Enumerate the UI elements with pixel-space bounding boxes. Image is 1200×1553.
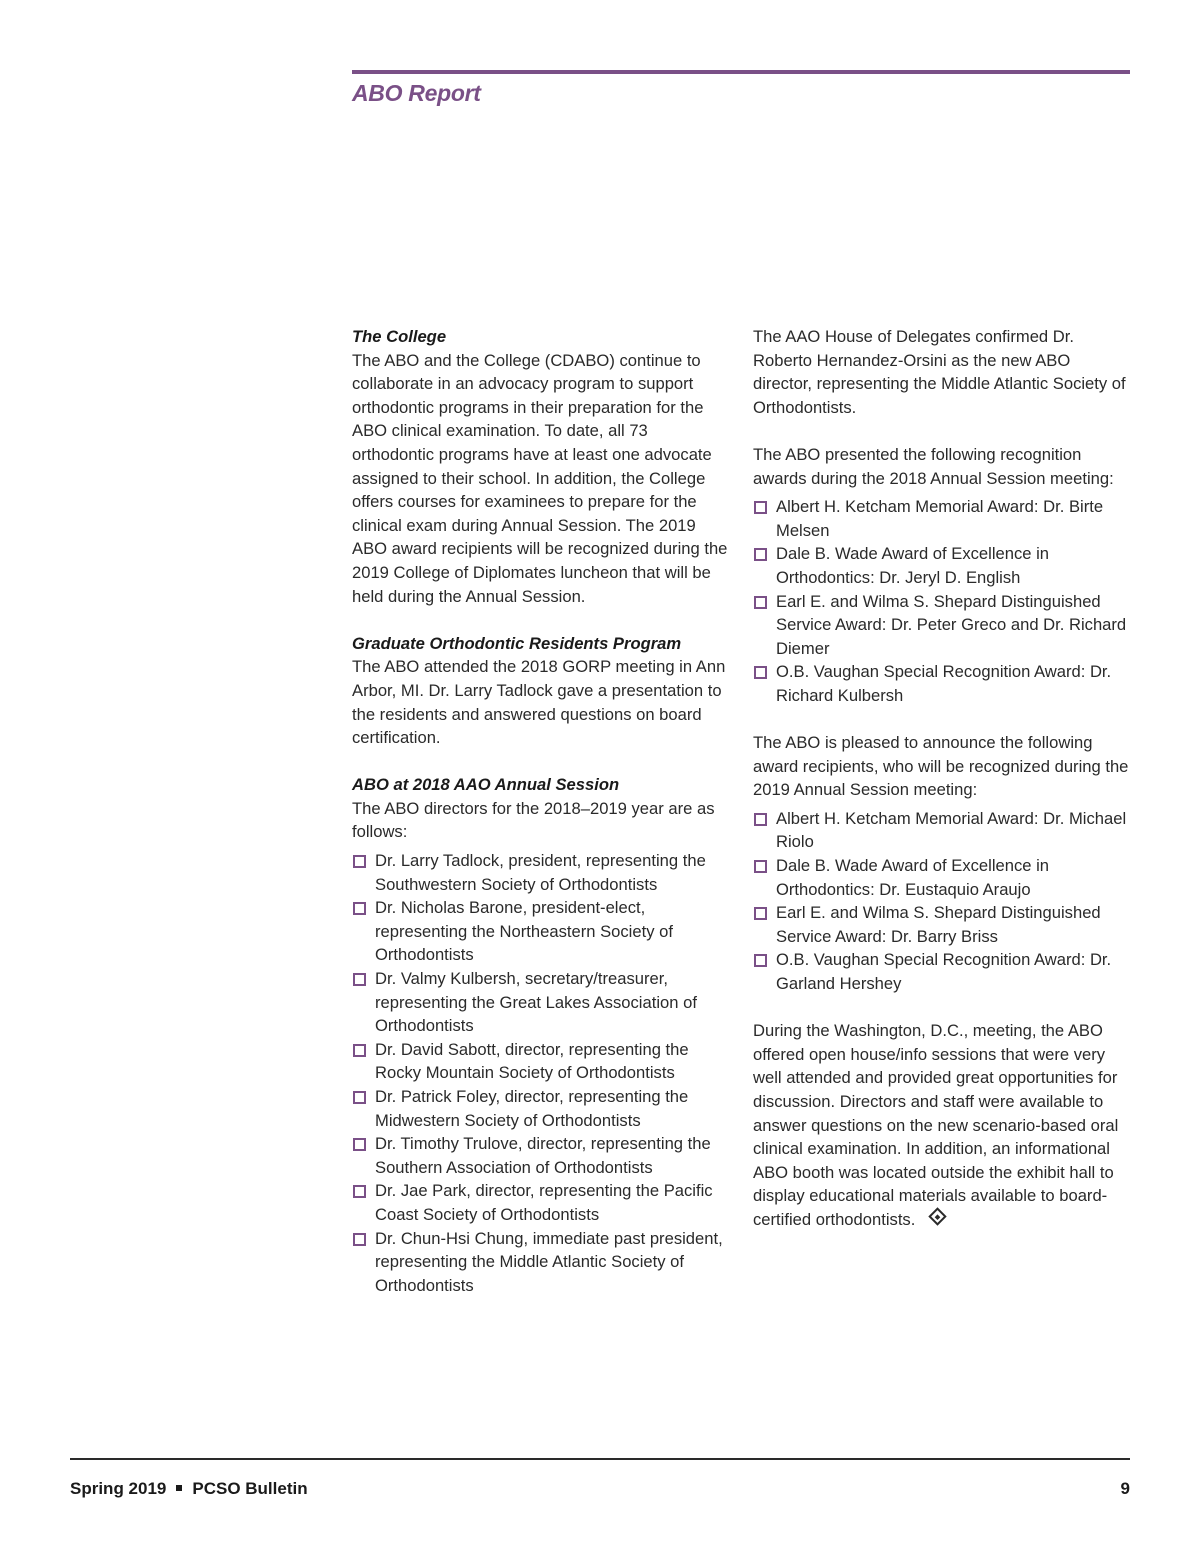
list-item: Dr. Jae Park, director, representing the Pacific Coast Society of Orthodontists (352, 1179, 730, 1226)
list-item: Dr. Patrick Foley, director, representing the Midwestern Society of Orthodontists (352, 1085, 730, 1132)
square-bullet-icon (353, 1091, 366, 1104)
list-item: Albert H. Ketcham Memorial Award: Dr. Michael Riolo (753, 807, 1131, 854)
list-item: Dr. David Sabott, director, representing the Rocky Mountain Society of Orthodontists (352, 1038, 730, 1085)
awards-2019-intro: The ABO is pleased to announce the following award recipients, who will be recognized during the 2019 Annual Session meeting: (753, 733, 1129, 800)
gorp-section (352, 632, 730, 750)
list-item: Dr. Chun-Hsi Chung, immediate past president, representing the Middle Atlantic Society of Orthodontists (352, 1227, 730, 1298)
awards-2018-section (753, 443, 1131, 708)
square-separator-icon (176, 1485, 182, 1491)
directors-intro: The ABO directors for the 2018–2019 year are as follows: (352, 798, 715, 842)
square-bullet-icon (754, 860, 767, 873)
annual-session-section (352, 773, 730, 1297)
square-bullet-icon (754, 666, 767, 679)
page-number: 9 (1120, 1479, 1130, 1498)
end-of-article-icon (929, 1207, 947, 1225)
list-item: O.B. Vaughan Special Recognition Award: Dr. Garland Hershey (753, 948, 1131, 995)
college-text: The ABO and the College (CDABO) continue to collaborate in an advocacy program to support orthodontic programs in their preparation for the ABO clinical examination. To date, all 73 orthodontic programs have at least one advocate assigned to their school. In addition, the College offers courses for examinees to prepare for the clinical exam during Annual Session. The 2019 ABO award recipients will be recognized during the 2019 College of Diplomates luncheon that will be held during the Annual Session. (352, 350, 728, 606)
square-bullet-icon (754, 813, 767, 826)
square-bullet-icon (754, 501, 767, 514)
left-column (352, 325, 730, 1321)
footer-publication (70, 1479, 308, 1499)
list-item: Dr. Valmy Kulbersh, secretary/treasurer, representing the Great Lakes Association of Orthodontists (352, 967, 730, 1038)
footer-publication-name: PCSO Bulletin (192, 1479, 308, 1498)
square-bullet-icon (353, 1138, 366, 1151)
list-item: O.B. Vaughan Special Recognition Award: Dr. Richard Kulbersh (753, 660, 1131, 707)
list-item: Dr. Timothy Trulove, director, representing the Southern Association of Orthodontists (352, 1132, 730, 1179)
closing-text: During the Washington, D.C., meeting, the ABO offered open house/info sessions that were very well attended and provided great opportunities for discussion. Directors and staff were available to answer questions on the new scenario-based oral clinical examination. In addition, an informational ABO booth was located outside the exhibit hall to display educational materials available to board-certified orthodontists. (753, 1021, 1119, 1229)
square-bullet-icon (754, 548, 767, 561)
square-bullet-icon (754, 954, 767, 967)
list-item: Albert H. Ketcham Memorial Award: Dr. Birte Melsen (753, 495, 1131, 542)
square-bullet-icon (353, 973, 366, 986)
annual-session-heading: ABO at 2018 AAO Annual Session (352, 775, 620, 795)
list-item: Earl E. and Wilma S. Shepard Distinguished Service Award: Dr. Peter Greco and Dr. Richard Diemer (753, 590, 1131, 661)
awards-2018-list (753, 495, 1131, 707)
college-section (352, 325, 730, 608)
directors-list (352, 849, 730, 1297)
square-bullet-icon (353, 1044, 366, 1057)
awards-2019-section (753, 731, 1131, 996)
square-bullet-icon (754, 596, 767, 609)
header-rule (352, 70, 1130, 74)
house-of-delegates-section (753, 325, 1131, 419)
square-bullet-icon (353, 902, 366, 915)
awards-2018-intro: The ABO presented the following recognition awards during the 2018 Annual Session meeting: (753, 444, 1114, 488)
square-bullet-icon (754, 907, 767, 920)
house-text: The AAO House of Delegates confirmed Dr. Roberto Hernandez-Orsini as the new ABO director, representing the Middle Atlantic Society of Orthodontists. (753, 327, 1126, 417)
gorp-text: The ABO attended the 2018 GORP meeting in Ann Arbor, MI. Dr. Larry Tadlock gave a presentation to the residents and answered questions on board certification. (352, 657, 726, 748)
page-title: ABO Report (352, 80, 481, 106)
square-bullet-icon (353, 1185, 366, 1198)
list-item: Dale B. Wade Award of Excellence in Orthodontics: Dr. Eustaquio Araujo (753, 854, 1131, 901)
awards-2019-list (753, 807, 1131, 996)
list-item: Dale B. Wade Award of Excellence in Orthodontics: Dr. Jeryl D. English (753, 542, 1131, 589)
college-heading: The College (352, 327, 447, 346)
footer-rule (70, 1458, 1130, 1460)
list-item: Dr. Nicholas Barone, president-elect, representing the Northeastern Society of Orthodontists (352, 896, 730, 967)
gorp-heading: Graduate Orthodontic Residents Program (352, 633, 682, 653)
right-column (753, 325, 1131, 1255)
footer-season: Spring 2019 (70, 1479, 167, 1498)
list-item: Dr. Larry Tadlock, president, representing the Southwestern Society of Orthodontists (352, 849, 730, 896)
list-item: Earl E. and Wilma S. Shepard Distinguished Service Award: Dr. Barry Briss (753, 901, 1131, 948)
square-bullet-icon (353, 855, 366, 868)
square-bullet-icon (353, 1233, 366, 1246)
closing-section (753, 1019, 1131, 1231)
